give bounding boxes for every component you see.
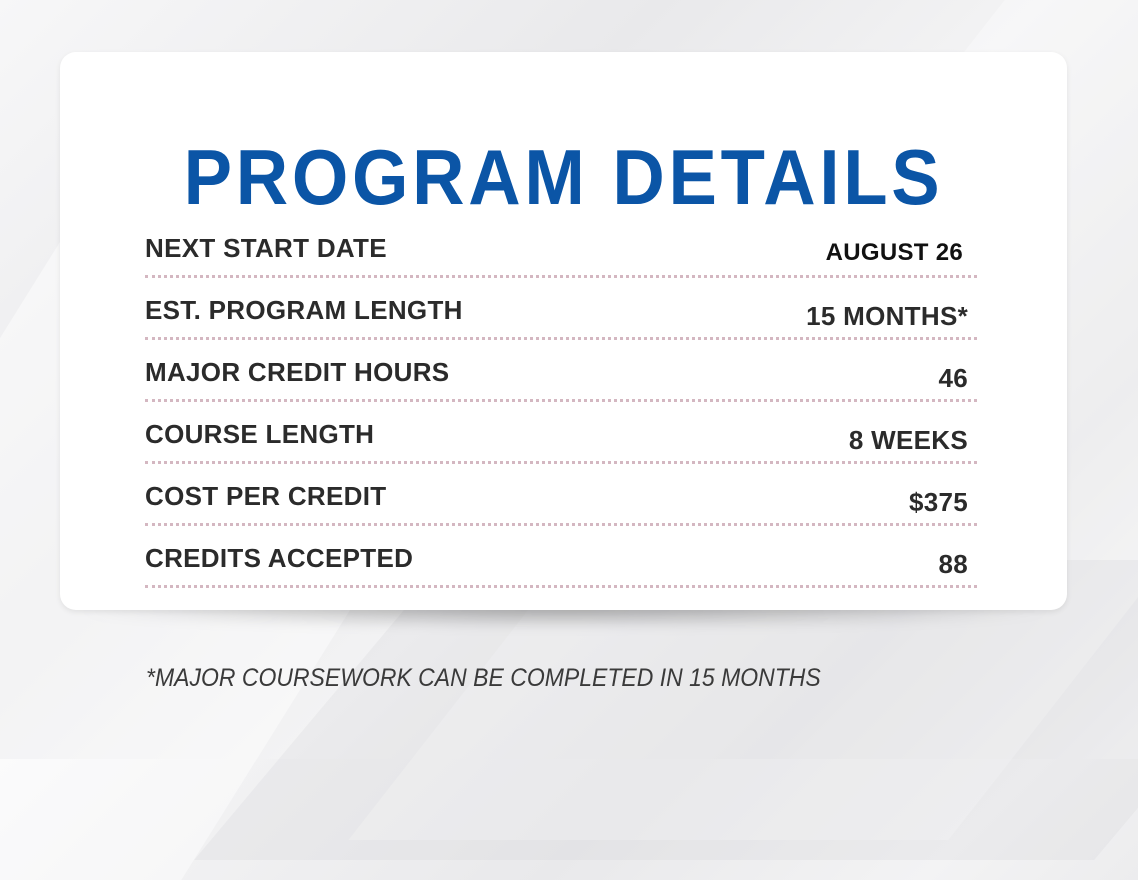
detail-value: 88 (938, 549, 968, 579)
detail-value: 8 WEEKS (848, 425, 968, 455)
page-title: PROGRAM DETAILS (183, 133, 944, 221)
detail-label: COURSE LENGTH (145, 419, 375, 449)
detail-label: EST. PROGRAM LENGTH (145, 295, 463, 325)
detail-value: 46 (938, 363, 968, 393)
detail-label: MAJOR CREDIT HOURS (145, 357, 450, 387)
detail-label: NEXT START DATE (145, 233, 387, 263)
footnote: *MAJOR COURSEWORK CAN BE COMPLETED IN 15 MONTHS (146, 664, 821, 692)
detail-row-major-credit-hours (145, 340, 977, 402)
detail-row-cost-per-credit (145, 464, 977, 526)
detail-value: $375 (908, 487, 968, 517)
detail-row-next-start-date (145, 216, 977, 278)
details-list (145, 216, 977, 588)
detail-row-course-length (145, 402, 977, 464)
detail-row-credits-accepted (145, 526, 977, 588)
detail-label: COST PER CREDIT (145, 481, 387, 511)
detail-value: AUGUST 26 (825, 239, 963, 266)
detail-label: CREDITS ACCEPTED (145, 543, 414, 573)
detail-row-program-length (145, 278, 977, 340)
detail-value: 15 MONTHS* (806, 301, 968, 331)
